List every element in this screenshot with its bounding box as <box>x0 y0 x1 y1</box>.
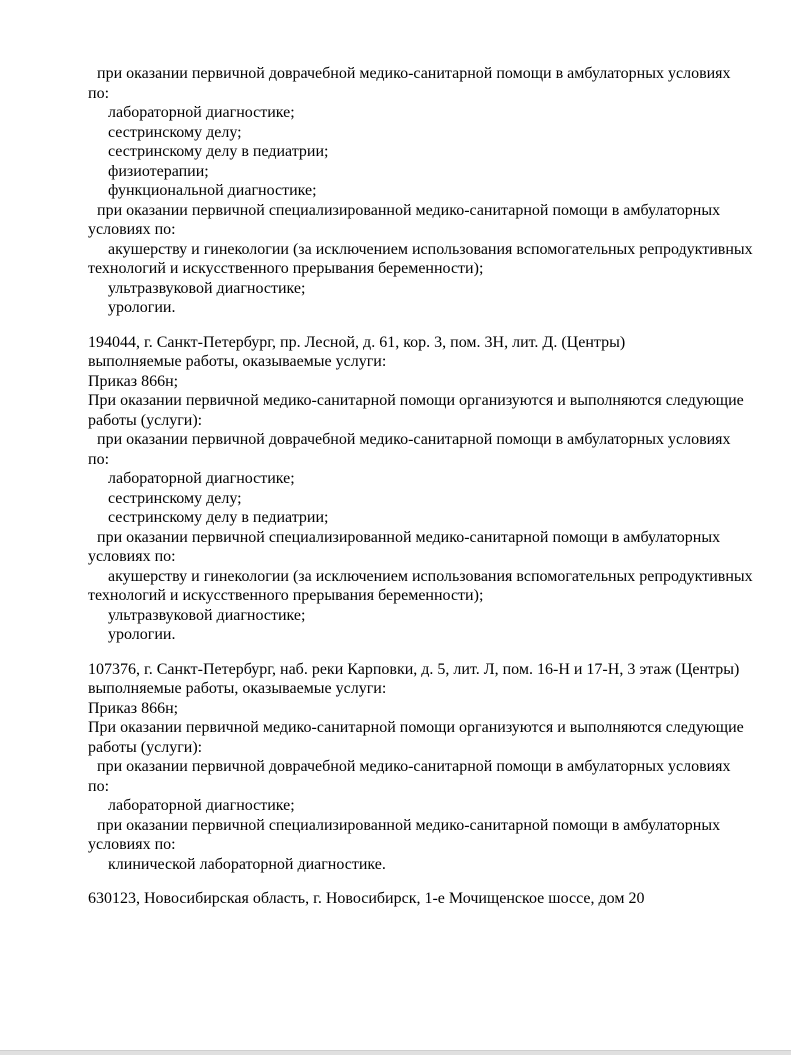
document-line: технологий и искусственного прерывания беременности); <box>88 260 484 277</box>
document-line: Приказ 866н; <box>88 699 179 717</box>
document-line: 107376, г. Санкт-Петербург, наб. реки Карповки, д. 5, лит. Л, пом. 16-Н и 17-Н, 3 этаж (Центры) <box>88 660 740 678</box>
document-line: работы (услуги): <box>88 738 203 756</box>
document-line: условиях по: <box>88 221 176 238</box>
document-line: клинической лабораторной диагностике. <box>108 855 386 873</box>
services-list-continued <box>88 64 753 318</box>
document-line: ультразвуковой диагностике; <box>108 279 306 297</box>
document-line: при оказании первичной доврачебной медико-санитарной помощи в амбулаторных условиях <box>97 65 731 82</box>
document-line: урологии. <box>108 299 176 316</box>
document-line: акушерству и гинекологии (за исключением использования вспомогательных репродуктивных <box>108 240 753 258</box>
document-line: ультразвуковой диагностике; <box>108 606 306 624</box>
document-line: Приказ 866н; <box>88 372 179 390</box>
document-line: выполняемые работы, оказываемые услуги: <box>88 680 387 697</box>
document-line: при оказании первичной доврачебной медико-санитарной помощи в амбулаторных условиях <box>97 758 731 775</box>
document-line: сестринскому делу в педиатрии; <box>108 509 329 526</box>
document-line: технологий и искусственного прерывания беременности); <box>88 587 484 604</box>
document-line: урологии. <box>108 626 176 643</box>
document-line: При оказании первичной медико-санитарной помощи организуются и выполняются следующие <box>88 719 744 736</box>
document-line: сестринскому делу в педиатрии; <box>108 143 329 160</box>
document-line: сестринскому делу; <box>108 123 242 141</box>
document-line: по: <box>88 84 110 102</box>
document-line: сестринскому делу; <box>108 489 242 507</box>
document-line: условиях по: <box>88 548 176 565</box>
document-line: по: <box>88 777 110 795</box>
address-194044 <box>88 333 753 645</box>
document-line: при оказании первичной специализированной медико-санитарной помощи в амбулаторных <box>97 528 721 546</box>
document-line: физиотерапии; <box>108 162 209 180</box>
document-line: выполняемые работы, оказываемые услуги: <box>88 353 387 370</box>
document-line: При оказании первичной медико-санитарной помощи организуются и выполняются следующие <box>88 392 744 409</box>
document-line: работы (услуги): <box>88 411 203 429</box>
document-line: лабораторной диагностике; <box>108 797 295 814</box>
document-line: лабораторной диагностике; <box>108 470 295 487</box>
document-content <box>88 64 753 909</box>
document-line: 630123, Новосибирская область, г. Новосибирск, 1-е Мочищенское шоссе, дом 20 <box>88 890 645 907</box>
document-line: условиях по: <box>88 836 176 853</box>
document-line: акушерству и гинекологии (за исключением использования вспомогательных репродуктивных <box>108 567 753 585</box>
address-107376 <box>88 660 753 875</box>
document-line: функциональной диагностике; <box>108 182 317 199</box>
horizontal-scrollbar[interactable] <box>0 1050 791 1055</box>
document-line: по: <box>88 450 110 468</box>
document-line: лабораторной диагностике; <box>108 104 295 121</box>
document-line: при оказании первичной специализированной медико-санитарной помощи в амбулаторных <box>97 816 721 834</box>
document-line: при оказании первичной доврачебной медико-санитарной помощи в амбулаторных условиях <box>97 431 731 448</box>
document-line: при оказании первичной специализированной медико-санитарной помощи в амбулаторных <box>97 201 721 219</box>
address-630123 <box>88 889 753 909</box>
document-line: 194044, г. Санкт-Петербург, пр. Лесной, д. 61, кор. 3, пом. 3Н, лит. Д. (Центры) <box>88 333 626 351</box>
